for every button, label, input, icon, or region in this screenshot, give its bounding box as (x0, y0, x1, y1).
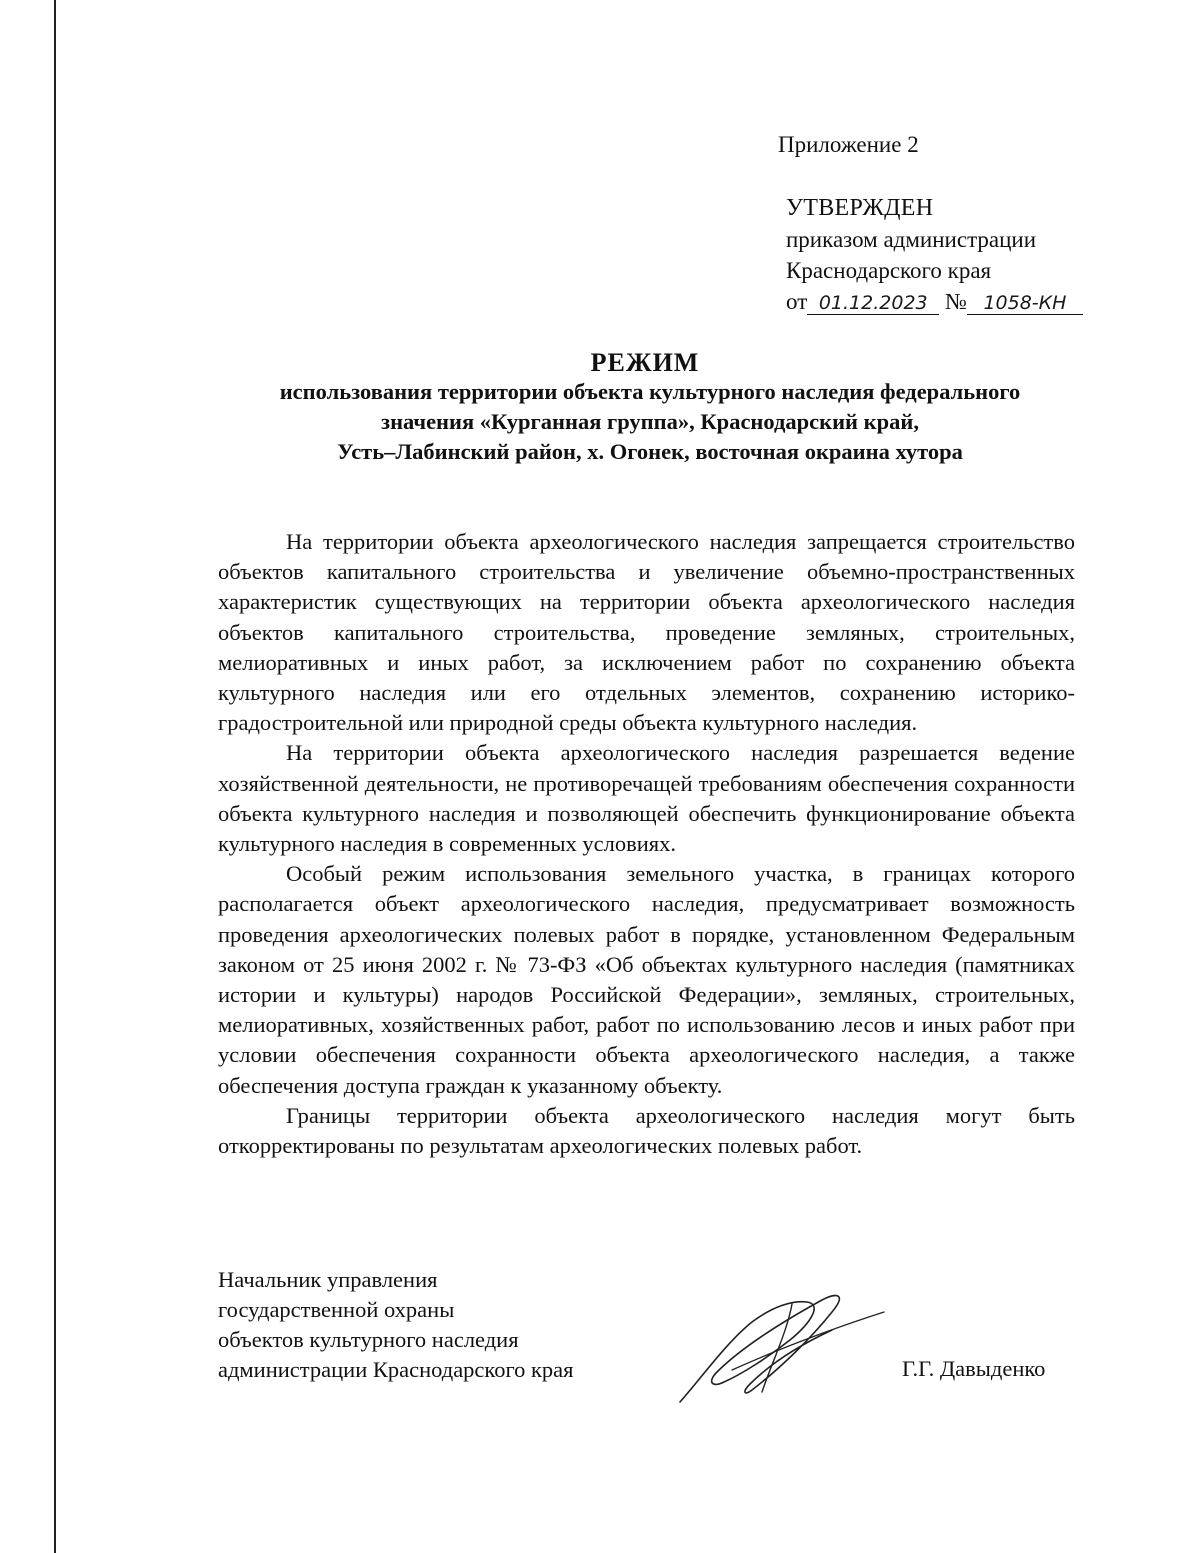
document-title: РЕЖИМ (590, 348, 700, 377)
approval-line-2: Краснодарского края (786, 258, 992, 283)
subtitle-line-2: значения «Курганная группа», Краснодарский край, (381, 409, 919, 434)
approval-stamp: УТВЕРЖДЕН (786, 195, 934, 221)
document-body (218, 527, 1075, 1161)
scan-edge-line (54, 0, 56, 1553)
subtitle-line-1: использования территории объекта культурного наследия федерального (279, 379, 1021, 404)
signer-position (218, 1265, 574, 1385)
handwritten-number: 1058-КН (967, 292, 1083, 315)
approval-line-1: приказом администрации (786, 227, 1037, 252)
signer-position-line-1: Начальник управления (218, 1267, 438, 1292)
signer-position-line-3: объектов культурного наследия (218, 1327, 519, 1352)
signer-position-line-4: администрации Краснодарского края (218, 1357, 574, 1382)
approval-order-line (786, 286, 1083, 317)
subtitle-line-3: Усть–Лабинский район, х. Огонек, восточная окраина хутора (337, 439, 963, 464)
paragraph-boundaries: Границы территории объекта археологического наследия могут быть откорректированы по результатам археологических полевых работ. (218, 1102, 1075, 1159)
paragraph-special-regime: Особый режим использования земельного участка, в границах которого располагается объект археологического наследия, предусматривает возможность проведения археологических полевых работ в порядке, установленном Федеральным законом от 25 июня 2002 г. № 73-ФЗ «Об объектах культурного наследия (памятниках истории и культуры) народов Российской Федерации», земляных, строительных, мелиоративных, хозяйственных работ, работ по использованию лесов и иных работ при условии обеспечения сохранности объекта археологического наследия, а также обеспечения доступа граждан к указанному объекту. (218, 861, 1075, 1098)
paragraph-permitted-activity: На территории объекта археологического наследия разрешается ведение хозяйственной деятельности, не противоречащей требованиям обеспечения сохранности объекта культурного наследия и позволяющей обеспечить функционирование объекта культурного наследия в современных условиях. (218, 740, 1075, 857)
appendix-label: Приложение 2 (778, 132, 919, 157)
approval-block (786, 193, 1083, 317)
paragraph-prohibitions: На территории объекта археологического наследия запрещается строительство объектов капитального строительства и увеличение объемно-пространственных характеристик существующих на территории объекта археологического наследия объектов капитального строительства, проведение земляных, строительных, мелиоративных и иных работ, за исключением работ по сохранению объекта культурного наследия или его отдельных элементов, сохранению историко-градостроительной или природной среды объекта культурного наследия. (218, 529, 1075, 736)
date-prefix: от (786, 289, 808, 314)
document-subtitle (160, 377, 1140, 467)
signer-position-line-2: государственной охраны (218, 1297, 455, 1322)
signature-image (672, 1282, 892, 1412)
number-prefix: № (945, 289, 967, 314)
signer-name: Г.Г. Давыденко (902, 1356, 1046, 1381)
handwritten-date: 01.12.2023 (807, 292, 939, 315)
